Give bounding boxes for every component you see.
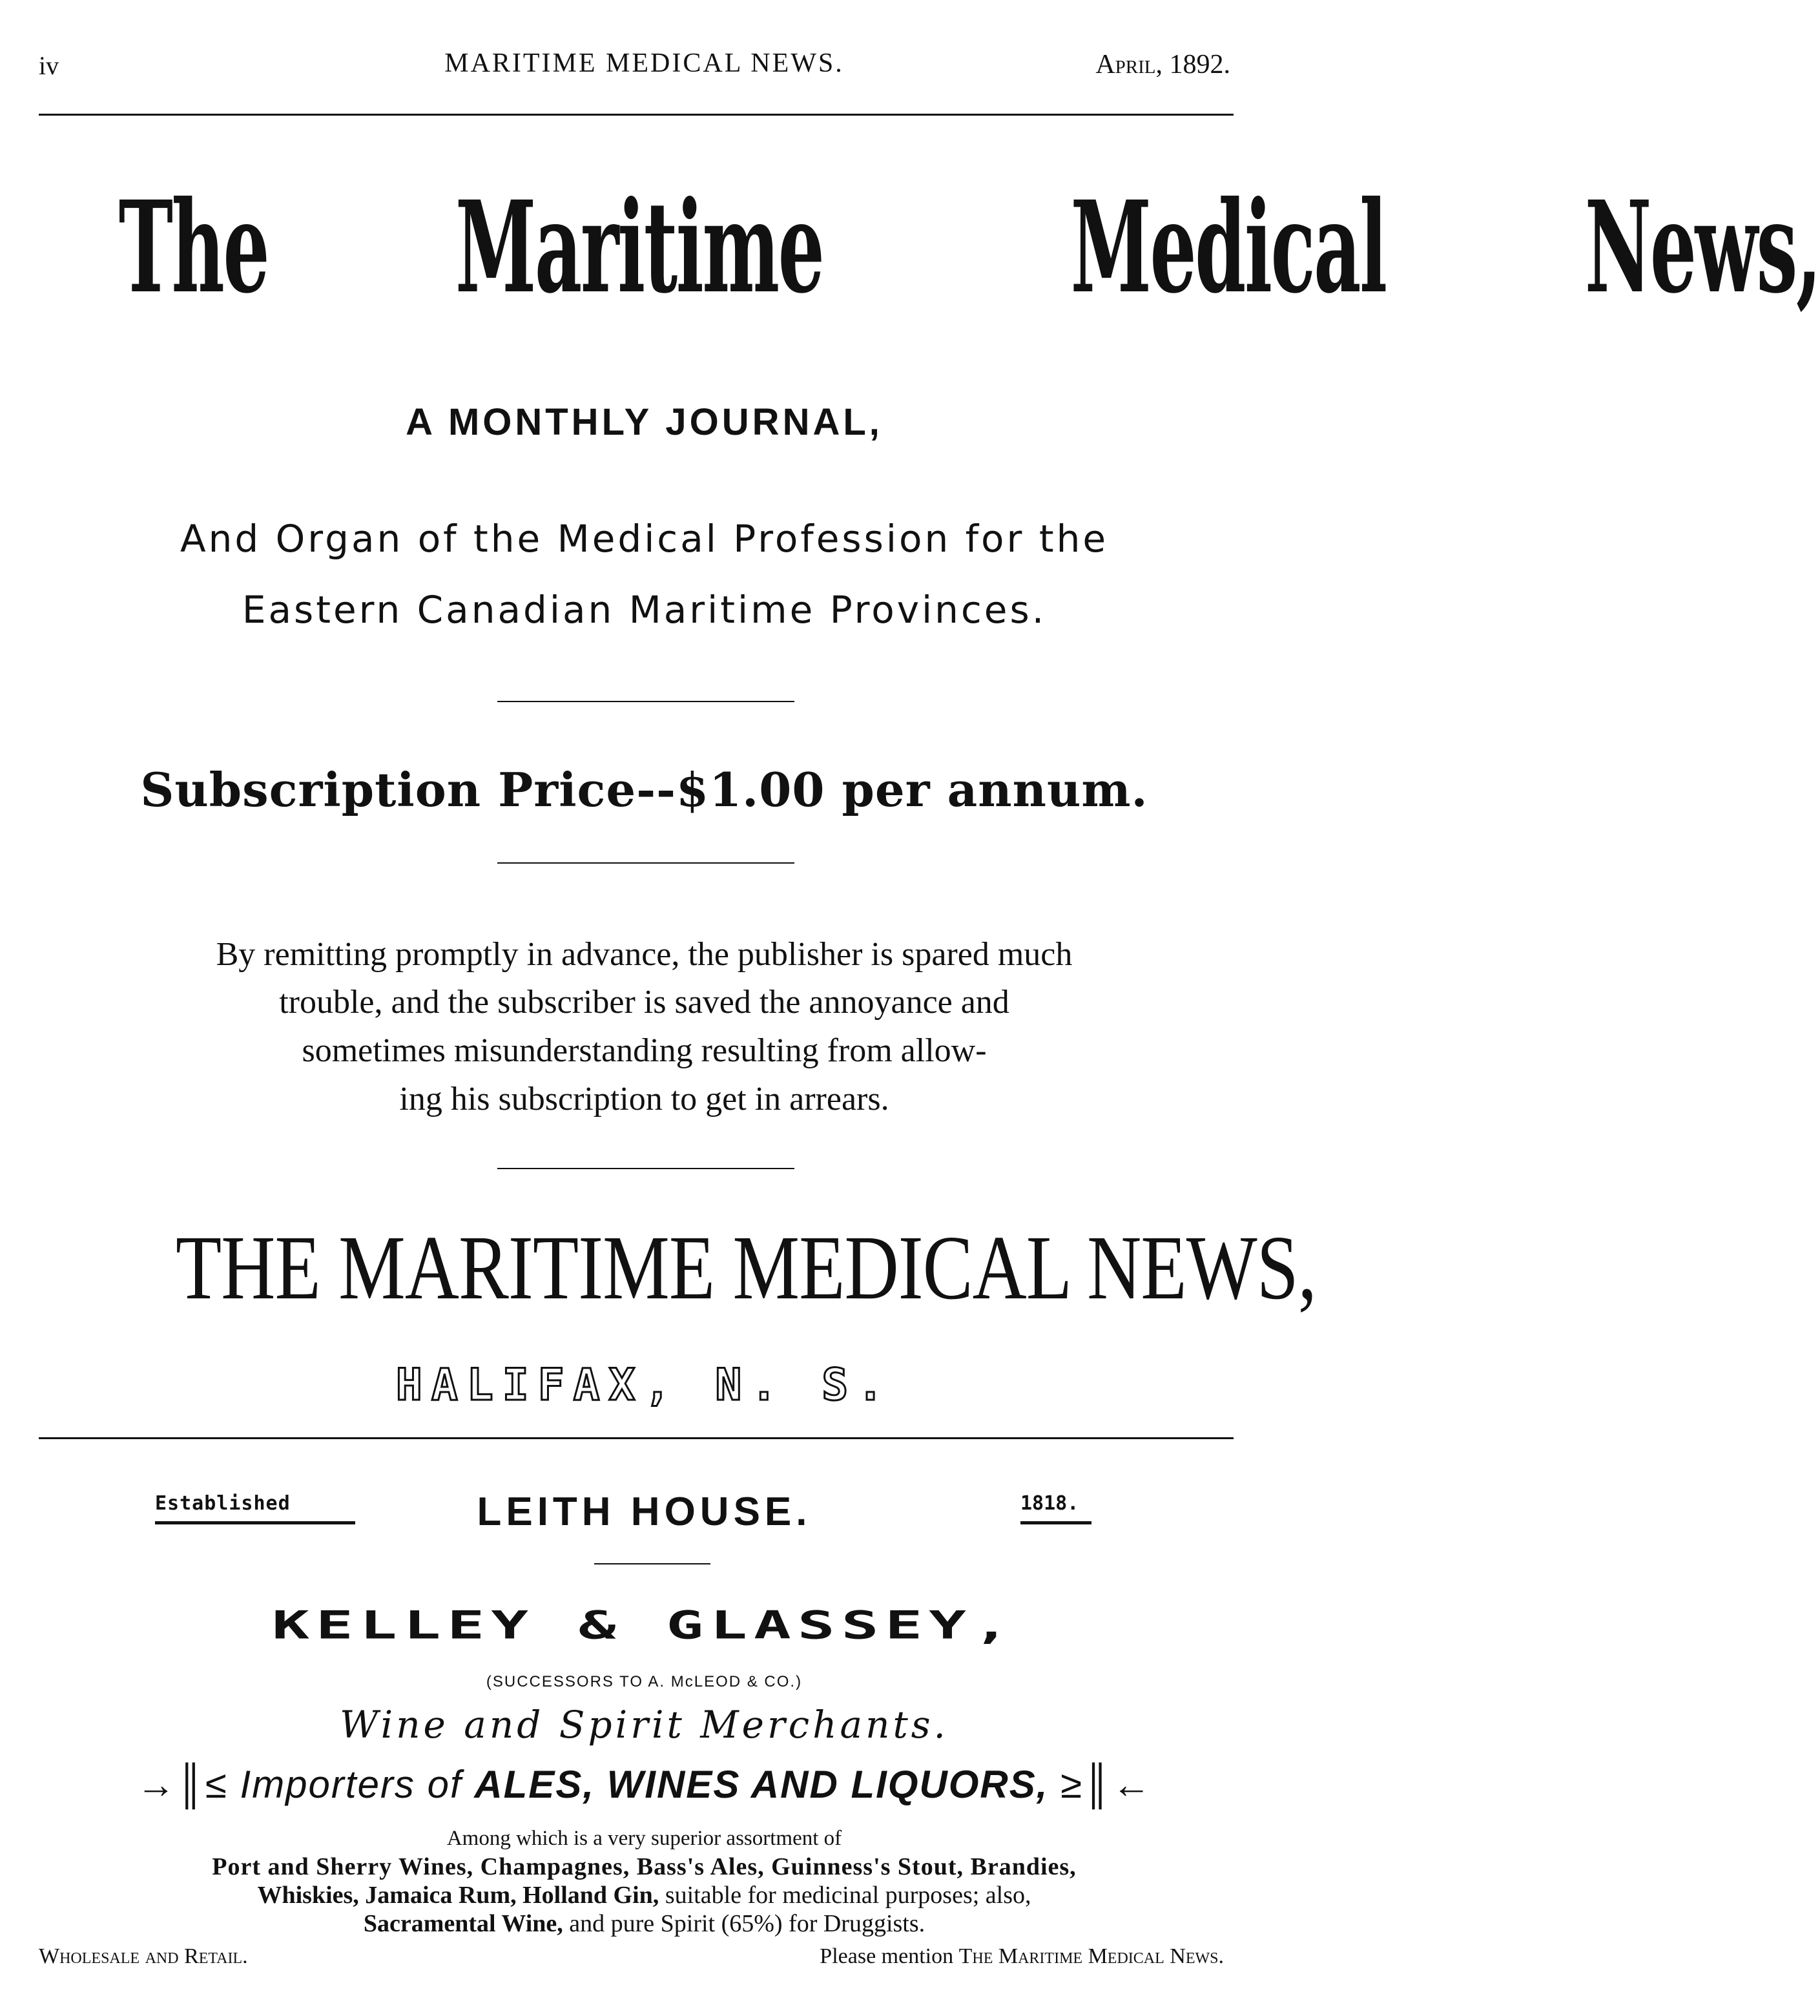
running-head-title: MARITIME MEDICAL NEWS. — [444, 48, 844, 78]
divider-rule — [497, 1168, 794, 1169]
masthead — [65, 161, 1820, 321]
header-rule — [39, 114, 1234, 116]
remit-line-4: ing his subscription to get in arrears. — [399, 1081, 889, 1117]
masthead-word: News, — [1584, 173, 1820, 321]
among-line: Among which is a very superior assortment of — [446, 1827, 842, 1850]
remit-line-2: trouble, and the subscriber is saved the annoyance and — [279, 984, 1009, 1021]
running-head-date: April, 1892. — [1095, 50, 1230, 79]
masthead-word: Maritime — [455, 173, 823, 321]
remit-line-3: sometimes misunderstanding resulting from allow- — [302, 1032, 987, 1069]
masthead-word: Medical — [1070, 173, 1386, 321]
subscription-price: Subscription Price--$1.00 per annum. — [140, 762, 1148, 817]
arrow-right-icon: ≥║← — [1060, 1763, 1152, 1806]
mention-journal: The Maritime Medical News. — [958, 1944, 1224, 1968]
established-year: 1818. — [1020, 1492, 1079, 1515]
products-line-3-bold: Sacramental Wine, — [363, 1910, 563, 1937]
firm-name: KELLEY & GLASSEY, — [272, 1603, 1017, 1648]
divider-rule — [497, 701, 794, 702]
trade-line: Wine and Spirit Merchants. — [340, 1703, 949, 1747]
publisher-place — [0, 1360, 1288, 1411]
please-mention — [820, 1944, 1224, 1969]
products-line-2 — [0, 1881, 1288, 1909]
products-line-3-rest: and pure Spirit (65%) for Druggists. — [563, 1910, 926, 1937]
importers-prefix: Importers of — [240, 1763, 475, 1806]
leith-house: LEITH HOUSE. — [477, 1490, 812, 1534]
arrow-left-icon: →║≤ — [136, 1763, 228, 1806]
short-rule — [594, 1563, 710, 1564]
importers-goods: ALES, WINES AND LIQUORS, — [474, 1763, 1049, 1806]
wholesale-retail: Wholesale and Retail. — [39, 1944, 248, 1968]
masthead-word: The — [118, 173, 269, 321]
products-line-3 — [0, 1909, 1288, 1938]
organ-line-2: Eastern Canadian Maritime Provinces. — [242, 588, 1047, 632]
divider-rule — [497, 862, 794, 864]
importers-line — [0, 1762, 1288, 1807]
remit-line-1: By remitting promptly in advance, the publisher is spared much — [216, 936, 1073, 973]
products-line-2-bold: Whiskies, Jamaica Rum, Holland Gin, — [257, 1882, 659, 1909]
products-line-1: Port and Sherry Wines, Champagnes, Bass's Ales, Guinness's Stout, Brandies, — [212, 1853, 1077, 1880]
journal-tagline: A MONTHLY JOURNAL, — [406, 401, 883, 443]
advert-top-rule — [39, 1437, 1234, 1439]
publisher-place-text: HALIFAX, N. S. — [395, 1360, 893, 1411]
publisher-name: THE MARITIME MEDICAL NEWS, — [176, 1216, 1317, 1318]
products-line-2-rest: suitable for medicinal purposes; also, — [659, 1882, 1031, 1909]
successors-line: (SUCCESSORS TO A. McLEOD & CO.) — [486, 1673, 803, 1690]
established-label: Established — [155, 1492, 291, 1515]
organ-line-1: And Organ of the Medical Profession for the — [180, 517, 1109, 561]
page-number: iv — [39, 51, 59, 80]
year-underline — [1020, 1521, 1091, 1524]
mention-prefix: Please mention — [820, 1944, 959, 1968]
